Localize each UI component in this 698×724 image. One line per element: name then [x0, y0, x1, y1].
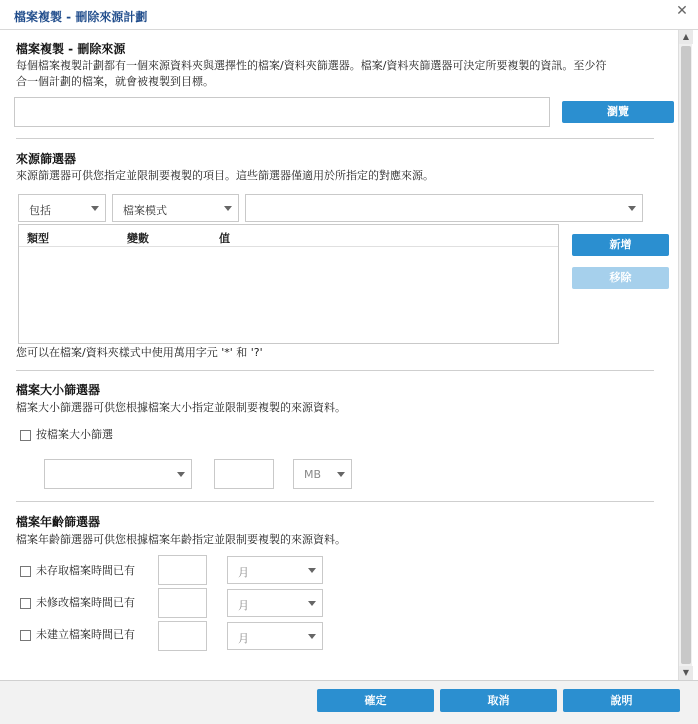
filter-table-header: [19, 225, 558, 247]
chevron-down-icon: [177, 472, 185, 477]
age-modified-input[interactable]: [158, 588, 207, 618]
age-accessed-input[interactable]: [158, 555, 207, 585]
chevron-down-icon: [91, 206, 99, 211]
cancel-button[interactable]: 取消: [440, 689, 557, 712]
section-title-size-filter: 檔案大小篩選器: [16, 383, 101, 397]
wildcard-note: 您可以在檔案/資料夾樣式中使用萬用字元 '*' 和 '?': [16, 346, 263, 359]
age-created-unit-select[interactable]: 月: [227, 622, 323, 650]
chevron-down-icon: [308, 601, 316, 606]
size-unit-select[interactable]: MB: [293, 459, 352, 489]
close-icon[interactable]: ✕: [676, 3, 688, 19]
filter-table[interactable]: [18, 224, 559, 344]
scroll-down-icon[interactable]: ▼: [679, 666, 693, 680]
chevron-down-icon: [308, 568, 316, 573]
chevron-down-icon: [337, 472, 345, 477]
filter-type-select[interactable]: 檔案模式: [112, 194, 239, 222]
section-title-copy: 檔案複製 - 刪除來源: [16, 42, 126, 56]
dialog-footer: [0, 680, 698, 724]
size-filter-checkbox-label: 按檔案大小篩選: [36, 428, 113, 441]
size-filter-description: 檔案大小篩選器可供您根據檔案大小指定並限制要複製的來源資料。: [16, 401, 346, 414]
remove-filter-button[interactable]: 移除: [572, 267, 669, 289]
dialog-title: 檔案複製 - 刪除來源計劃: [14, 10, 148, 24]
source-filter-description: 來源篩選器可供您指定並限制要複製的項目。這些篩選器僅適用於所指定的對應來源。: [16, 169, 434, 182]
divider: [16, 501, 654, 502]
age-created-checkbox[interactable]: [20, 630, 31, 641]
chevron-down-icon: [224, 206, 232, 211]
age-accessed-unit-select[interactable]: 月: [227, 556, 323, 584]
age-accessed-label: 未存取檔案時間已有: [36, 564, 135, 577]
pattern-combobox[interactable]: [245, 194, 643, 222]
age-modified-unit-select[interactable]: 月: [227, 589, 323, 617]
size-value-input[interactable]: [214, 459, 274, 489]
chevron-down-icon: [308, 634, 316, 639]
ok-button[interactable]: 確定: [317, 689, 434, 712]
age-created-input[interactable]: [158, 621, 207, 651]
size-condition-select[interactable]: [44, 459, 192, 489]
divider: [16, 370, 654, 371]
size-filter-checkbox[interactable]: [20, 430, 31, 441]
age-modified-checkbox[interactable]: [20, 598, 31, 609]
copy-description-line2: 合一個計劃的檔案，就會被複製到目標。: [16, 75, 214, 88]
section-title-age-filter: 檔案年齡篩選器: [16, 515, 101, 529]
browse-button[interactable]: 瀏覽: [562, 101, 674, 123]
section-title-source-filter: 來源篩選器: [16, 152, 77, 166]
copy-description-line1: 每個檔案複製計劃都有一個來源資料夾與選擇性的檔案/資料夾篩選器。檔案/資料夾篩選器可決定所要複製的資訊。至少符: [16, 59, 607, 72]
vertical-scrollbar[interactable]: [678, 30, 692, 680]
source-path-input[interactable]: [14, 97, 550, 127]
column-header-value: 值: [219, 232, 230, 245]
age-modified-label: 未修改檔案時間已有: [36, 596, 135, 609]
divider: [16, 138, 654, 139]
include-select[interactable]: 包括: [18, 194, 106, 222]
help-button[interactable]: 說明: [563, 689, 680, 712]
age-filter-description: 檔案年齡篩選器可供您根據檔案年齡指定並限制要複製的來源資料。: [16, 533, 346, 546]
scrollbar-thumb[interactable]: [681, 46, 691, 664]
chevron-down-icon: [628, 206, 636, 211]
column-header-variable: 變數: [127, 232, 149, 245]
dialog-content: [6, 30, 678, 680]
scroll-up-icon[interactable]: ▲: [679, 30, 693, 44]
column-header-type: 類型: [27, 232, 49, 245]
dialog-titlebar: [0, 0, 698, 30]
age-accessed-checkbox[interactable]: [20, 566, 31, 577]
add-filter-button[interactable]: 新增: [572, 234, 669, 256]
age-created-label: 未建立檔案時間已有: [36, 628, 135, 641]
